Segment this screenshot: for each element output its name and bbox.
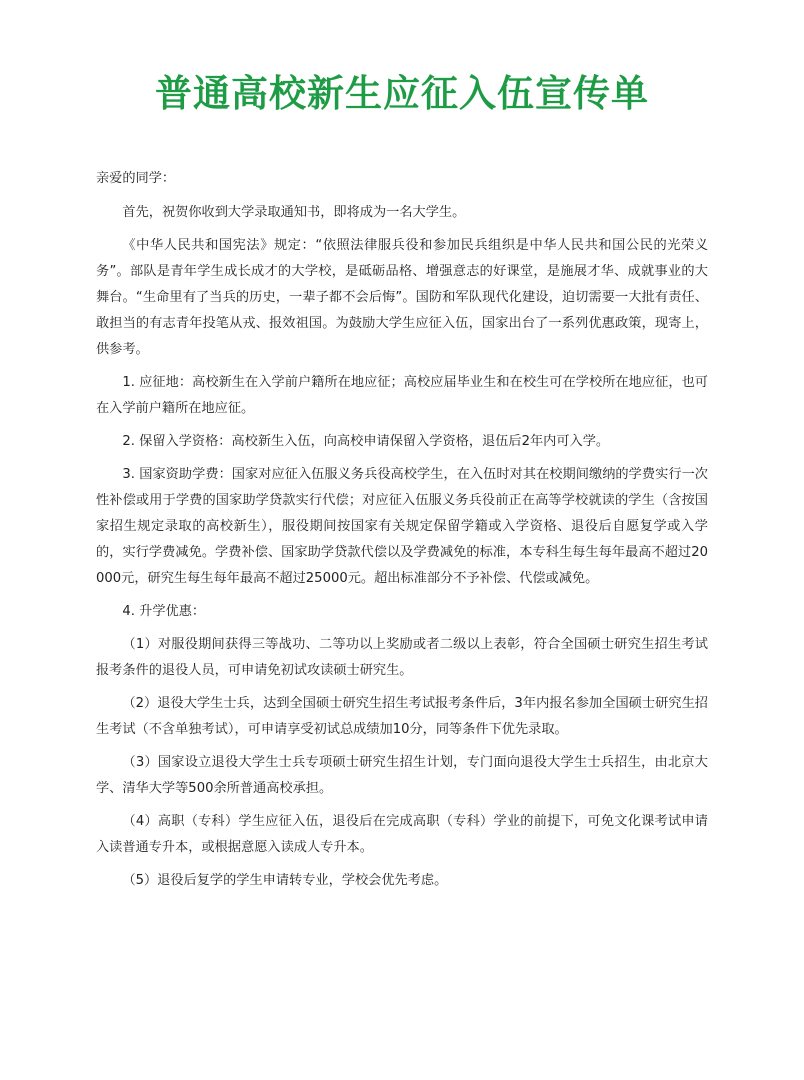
document-title: 普通高校新生应征入伍宣传单 [155, 71, 649, 115]
paragraph-constitution: 《中华人民共和国宪法》规定：“依照法律服兵役和参加民兵组织是中华人民共和国公民的光荣义务”。部队是青年学生成长成才的大学校，是砥砺品格、增强意志的好课堂，是施展才华、成就事业的大舞台。“生命里有了当兵的历史，一辈子都不会后悔”。国防和军队现代化建设，迫切需要一大批有责任、敢担当的有志青年投笔从戎、报效祖国。为鼓励大学生应征入伍，国家出台了一系列优惠政策，现寄上，供参考。 [96, 238, 708, 357]
paragraph-further-study-item-5: （5）退役后复学的学生申请转专业，学校会优先考虑。 [122, 873, 448, 888]
paragraph-intro: 首先，祝贺你收到大学录取通知书，即将成为一名大学生。 [122, 205, 466, 220]
paragraph-further-study-heading: 4. 升学优惠： [122, 604, 206, 619]
document-body [96, 166, 708, 901]
paragraph-enlistment-location: 1. 应征地：高校新生在入学前户籍所在地应征；高校应届毕业生和在校生可在学校所在地应征，也可在入学前户籍所在地应征。 [96, 375, 708, 416]
paragraph-further-study-item-4: （4）高职（专科）学生应征入伍，退役后在完成高职（专科）学业的前提下，可免文化课考试申请入读普通专升本，或根据意愿入读成人专升本。 [96, 814, 708, 855]
paragraph-further-study-item-1: （1）对服役期间获得三等战功、二等功以上奖励或者二级以上表彰，符合全国硕士研究生招生考试报考条件的退役人员，可申请免初试攻读硕士研究生。 [96, 637, 708, 678]
paragraph-tuition-aid: 3. 国家资助学费：国家对应征入伍服义务兵役高校学生，在入伍时对其在校期间缴纳的学费实行一次性补偿或用于学费的国家助学贷款实行代偿；对应征入伍服义务兵役前正在高等学校就读的学生（含按国家招生规定录取的高校新生），服役期间按国家有关规定保留学籍或入学资格、退役后自愿复学或入学的，实行学费减免。学费补偿、国家助学贷款代偿以及学费减免的标准，本专科生每生每年最高不超过20000元，研究生每生每年最高不超过25000元。超出标准部分不予补偿、代偿或减免。 [96, 467, 708, 586]
greeting: 亲爱的同学： [96, 171, 176, 186]
paragraph-admission-retention: 2. 保留入学资格：高校新生入伍，向高校申请保留入学资格，退伍后2年内可入学。 [122, 434, 610, 449]
paragraph-further-study-item-2: （2）退役大学生士兵，达到全国硕士研究生招生考试报考条件后，3年内报名参加全国硕士研究生招生考试（不含单独考试），可申请享受初试总成绩加10分，同等条件下优先录取。 [96, 696, 708, 737]
paragraph-further-study-item-3: （3）国家设立退役大学生士兵专项硕士研究生招生计划，专门面向退役大学生士兵招生，由北京大学、清华大学等500余所普通高校承担。 [96, 755, 708, 796]
